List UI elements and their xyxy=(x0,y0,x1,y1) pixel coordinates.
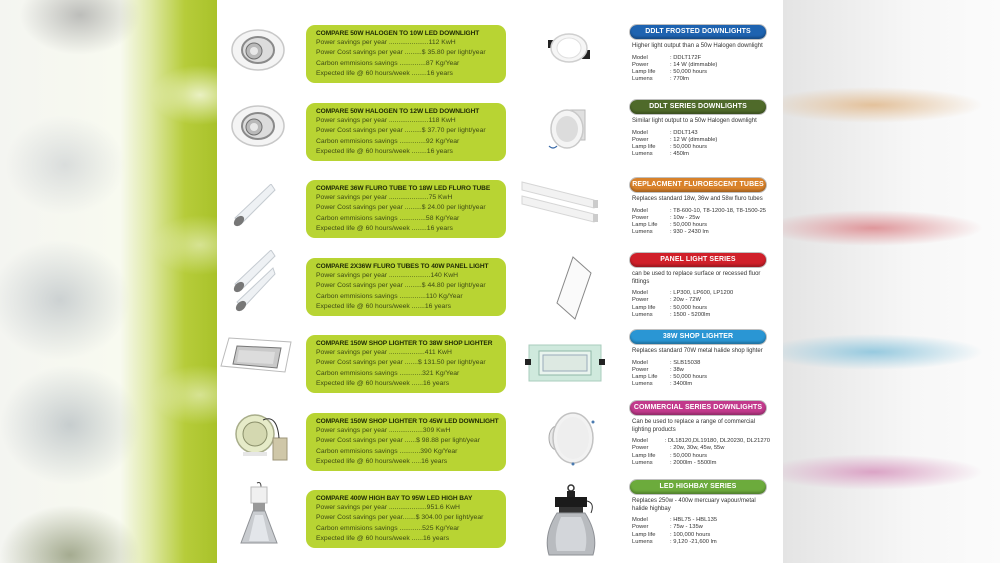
product-info-fluro-tubes xyxy=(630,178,770,237)
spec-label: Model xyxy=(632,207,648,214)
product-info-shop-lighter xyxy=(630,330,770,389)
power-savings: Power savings per year .....................112 KwH xyxy=(316,39,456,46)
product-info-ddlt-series xyxy=(630,100,770,159)
spec-label: Model xyxy=(632,54,648,61)
spec-label: Lumens xyxy=(632,459,653,466)
product-info-panel-light xyxy=(630,253,770,319)
expected-life: Expected life @ 60 hours/week ........16 years xyxy=(316,224,453,232)
fluoro-tube-image xyxy=(231,184,277,230)
power-savings: Power savings per year ......................140 KwH xyxy=(316,272,459,279)
product-specs xyxy=(630,130,770,159)
spec-label: Model xyxy=(632,359,648,366)
metal-halide-high-bay-image xyxy=(239,481,279,547)
spec-value: : 12 W (dimmable) xyxy=(670,136,718,143)
spec-value: : 9,120 -21,600 lm xyxy=(670,538,717,545)
product-specs xyxy=(630,517,770,546)
carbon-savings: Carbon emmisions savings ...........390 Kg/Year xyxy=(316,447,458,455)
spec-value: : 50,000 hours xyxy=(670,222,708,229)
expected-life: Expected life @ 60 hours/week ......16 years xyxy=(316,379,450,387)
product-title-pill: 38W SHOP LIGHTER xyxy=(630,330,766,344)
product-title-pill: DDLT FROSTED DOWNLIGHTS xyxy=(630,25,766,39)
cost-savings: Power Cost savings per year .........$ 24.00 per light/year xyxy=(316,204,486,212)
comparison-title: COMPARE 150W SHOP LIGHTER TO 38W SHOP LIGHTER xyxy=(316,340,493,347)
product-specs xyxy=(630,290,770,319)
spec-label: Model xyxy=(632,517,648,523)
expected-life: Expected life @ 60 hours/week .....16 years xyxy=(316,457,448,465)
spec-label: Lumens xyxy=(632,538,653,545)
comparison-box xyxy=(306,180,506,238)
spec-value: : 450lm xyxy=(670,151,690,158)
spec-label: Lamp Life xyxy=(632,374,658,381)
spec-label: Power xyxy=(632,136,649,143)
product-description: can be used to replace surface or recessed fluor fittings xyxy=(632,271,761,285)
halogen-gimbal-downlight-image xyxy=(229,103,287,149)
spec-value: : 50,000 hours xyxy=(670,374,708,381)
comparison-box xyxy=(306,490,506,548)
product-specs xyxy=(630,438,770,467)
two-fluoro-tubes-image xyxy=(231,250,277,316)
spec-label: Power xyxy=(632,445,649,452)
spec-value: : 50,000 hours xyxy=(670,144,708,151)
led-shop-lighter-image xyxy=(525,343,605,383)
spec-label: Lamp Life xyxy=(632,222,658,229)
spec-value: : DDLT172F xyxy=(670,54,702,61)
comparison-title: COMPARE 50W HALOGEN TO 12W LED DOWNLIGHT xyxy=(316,108,480,115)
comparison-title: COMPARE 36W FLURO TUBE TO 18W LED FLURO TUBE xyxy=(316,185,491,192)
expected-life: Expected life @ 60 hours/week ........16 years xyxy=(316,147,453,155)
spec-value: : 3400lm xyxy=(670,381,693,388)
spec-value: : 100,000 hours xyxy=(670,531,711,538)
carbon-savings: Carbon emmisions savings ..............92 Kg/Year xyxy=(316,137,460,145)
product-title-pill: DDLT SERIES DOWNLIGHTS xyxy=(630,100,766,114)
spec-value: : 50,000 hours xyxy=(670,69,708,76)
spec-label: Lumens xyxy=(632,229,653,236)
carbon-savings: Carbon emmisions savings ..............58 Kg/Year xyxy=(316,214,460,222)
blurred-background-right xyxy=(783,0,1000,563)
spec-label: Lumens xyxy=(632,151,653,158)
spec-value: : T8-600-10, T8-1200-18, T8-1500-25 xyxy=(670,207,767,214)
carbon-savings: Carbon emmisions savings ..............87 Kg/Year xyxy=(316,59,460,67)
led-downlight-white-image xyxy=(544,32,594,64)
spec-label: Lumens xyxy=(632,381,653,388)
power-savings: Power savings per year .....................118 KwH xyxy=(316,117,456,124)
comparison-title: COMPARE 2X36W FLURO TUBES TO 40W PANEL LIGHT xyxy=(316,263,489,270)
power-savings: Power savings per year ..................309 KwH xyxy=(316,427,451,434)
led-downlight-finned-image xyxy=(547,104,593,154)
comparison-box xyxy=(306,335,506,393)
spec-value: : 50,000 hours xyxy=(670,452,708,459)
carbon-savings: Carbon emmisions savings ..............110 Kg/Year xyxy=(316,292,463,300)
spec-value: : HBL75 - HBL135 xyxy=(670,517,718,523)
comparison-box xyxy=(306,413,506,471)
spec-label: Lumens xyxy=(632,311,653,318)
product-description: Similar light output to a 50w Halogen downlight xyxy=(632,118,757,124)
spec-label: Lamp life xyxy=(632,531,656,538)
spec-label: Lumens xyxy=(632,76,653,83)
spec-value: : 770lm xyxy=(670,76,690,83)
blurred-background-left xyxy=(0,0,217,563)
metal-halide-downlight-image xyxy=(233,410,293,468)
spec-label: Power xyxy=(632,366,649,373)
cost-savings: Power Cost savings per year.......$ 304.00 per light/year xyxy=(316,514,484,522)
comparison-title: COMPARE 150W SHOP LIGHTER TO 45W LED DOWNLIGHT xyxy=(316,418,499,425)
commercial-led-downlight-image xyxy=(547,408,595,466)
comparison-box xyxy=(306,25,506,83)
spec-value: : 1500 - 5200lm xyxy=(670,311,711,318)
power-savings: Power savings per year ...................411 KwH xyxy=(316,349,452,356)
spec-value: : 10w - 25w xyxy=(670,214,700,221)
spec-label: Power xyxy=(632,524,649,531)
product-description: Replaces standard 70W metal halide shop lighter xyxy=(632,348,763,354)
product-specs xyxy=(630,360,770,389)
expected-life: Expected life @ 60 hours/week .......16 years xyxy=(316,302,451,310)
product-description: Replaces standard 18w, 36w and 58w fluro tubes xyxy=(632,196,763,202)
product-info-commercial-downlights xyxy=(630,401,770,467)
product-specs xyxy=(630,55,770,84)
cost-savings: Power Cost savings per year .........$ 44.80 per light/year xyxy=(316,282,486,290)
led-tubes-image xyxy=(520,180,602,224)
spec-label: Lamp life xyxy=(632,144,656,151)
product-specs xyxy=(630,208,770,237)
spec-label: Lamp life xyxy=(632,304,656,311)
brochure-page xyxy=(217,0,783,563)
spec-label: Power xyxy=(632,214,649,221)
spec-label: Model xyxy=(632,290,648,296)
power-savings: Power savings per year ....................951.6 KwH xyxy=(316,504,460,511)
product-title-pill: REPLACMENT FLUROESCENT TUBES xyxy=(630,178,766,192)
spec-label: Power xyxy=(632,61,649,68)
spec-value: : 20w, 30w, 45w, 55w xyxy=(670,445,725,452)
led-panel-image xyxy=(555,255,595,321)
spec-label: Model xyxy=(632,438,648,444)
product-title-pill: COMMERCIAL SERIES DOWNLIGHTS xyxy=(630,401,766,415)
product-description: Can be used to replace a range of commercial lighting products xyxy=(632,419,756,433)
comparison-box xyxy=(306,103,506,161)
spec-value: : 50,000 hours xyxy=(670,304,708,311)
spec-label: Lamp life xyxy=(632,452,656,459)
cost-savings: Power Cost savings per year ......$ 98.88 per light/year xyxy=(316,437,480,445)
spec-value: : SLB15038 xyxy=(670,359,701,366)
product-description: Replaces 250w - 400w mercuary vapour/metal halide highbay xyxy=(632,498,756,512)
expected-life: Expected life @ 60 hours/week ......16 years xyxy=(316,534,450,542)
comparison-title: COMPARE 400W HIGH BAY TO 95W LED HIGH BAY xyxy=(316,495,473,502)
cost-savings: Power Cost savings per year .......$ 131.50 per light/year xyxy=(316,359,486,367)
carbon-savings: Carbon emmisions savings ............321 Kg/Year xyxy=(316,369,460,377)
cost-savings: Power Cost savings per year .........$ 37.70 per light/year xyxy=(316,127,486,135)
metal-halide-shop-lighter-image xyxy=(219,336,293,384)
spec-value: : 20w - 72W xyxy=(670,297,701,304)
product-info-led-highbay xyxy=(630,480,770,546)
spec-value: : DL18120,DL19180, DL20230, DL21270 xyxy=(664,438,770,444)
comparison-title: COMPARE 50W HALOGEN TO 10W LED DOWNLIGHT xyxy=(316,30,480,37)
spec-value: : LP300, LP600, LP1200 xyxy=(670,290,734,296)
comparison-box xyxy=(306,258,506,316)
spec-value: : 38w xyxy=(670,366,684,373)
spec-value: : 75w - 135w xyxy=(670,524,703,531)
carbon-savings: Carbon emmisions savings ............525 Kg/Year xyxy=(316,524,460,532)
product-title-pill: PANEL LIGHT SERIES xyxy=(630,253,766,267)
expected-life: Expected life @ 60 hours/week ........16 years xyxy=(316,69,453,77)
power-savings: Power savings per year .....................75 KwH xyxy=(316,194,453,201)
spec-value: : DDLT143 xyxy=(670,129,698,136)
product-description: Higher light output than a 50w Halogen downlight xyxy=(632,43,763,49)
product-info-ddlt-frosted xyxy=(630,25,770,84)
product-title-pill: LED HIGHBAY SERIES xyxy=(630,480,766,494)
spec-value: : 14 W (dimmable) xyxy=(670,61,718,68)
spec-label: Lamp life xyxy=(632,69,656,76)
led-high-bay-image xyxy=(543,483,599,561)
spec-value: : 2000lm - 5500lm xyxy=(670,459,717,466)
spec-label: Power xyxy=(632,297,649,304)
spec-value: : 930 - 2430 lm xyxy=(670,229,709,236)
halogen-gimbal-downlight-image xyxy=(229,26,287,74)
spec-label: Model xyxy=(632,129,648,136)
cost-savings: Power Cost savings per year .........$ 35.80 per light/year xyxy=(316,49,486,57)
